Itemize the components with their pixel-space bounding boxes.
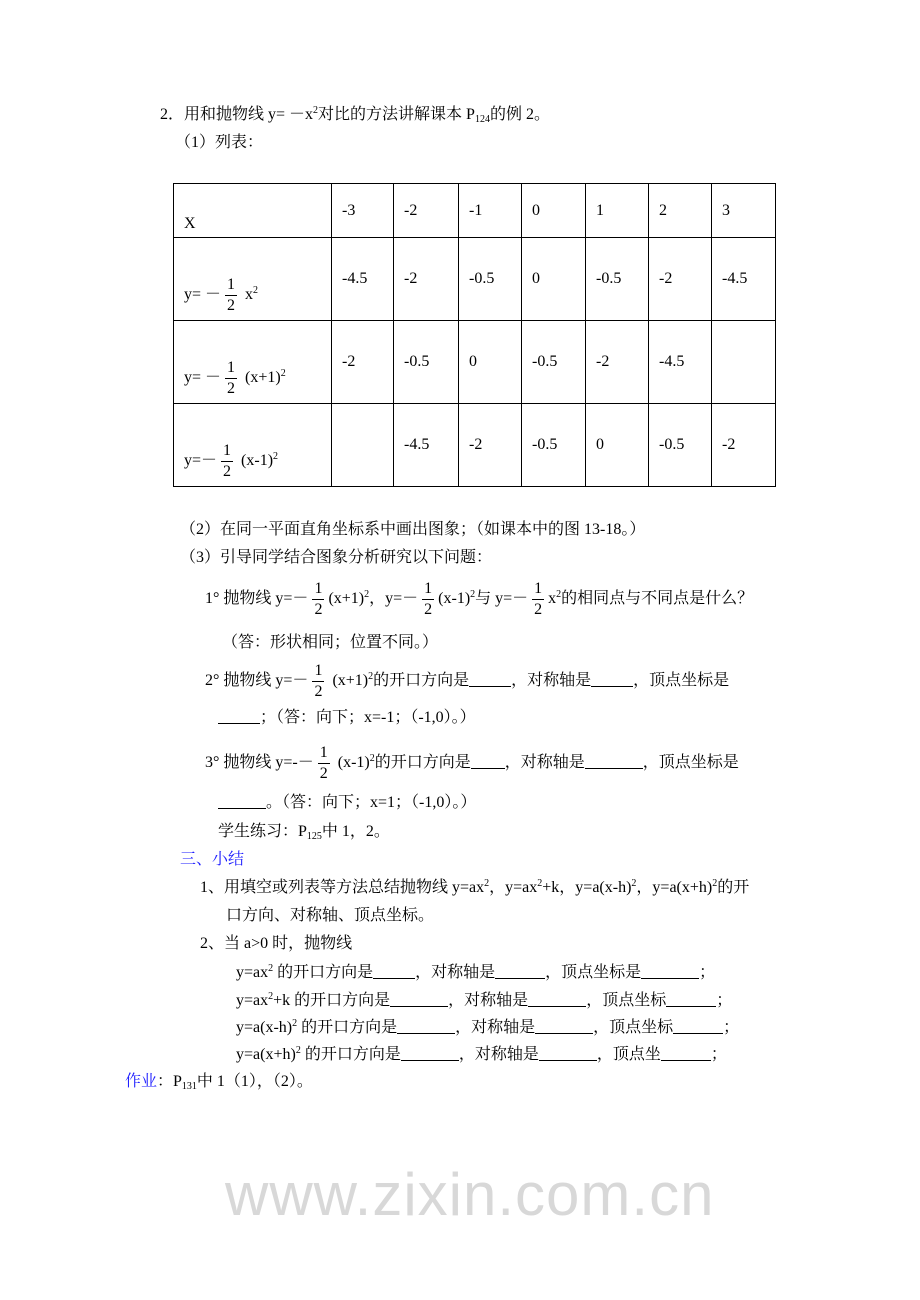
cell: -2: [712, 404, 776, 487]
blank: [585, 752, 643, 769]
table-row: [174, 404, 776, 487]
cell: -2: [459, 404, 522, 487]
sup: 2: [313, 105, 319, 116]
sup: 2: [537, 878, 543, 889]
text: ，顶点坐标: [593, 1019, 674, 1036]
text: ：P: [157, 1073, 182, 1090]
cell: -0.5: [394, 321, 459, 404]
cell: [332, 404, 394, 487]
cell: 0: [522, 184, 586, 238]
text: 的开口方向是: [294, 992, 391, 1009]
text: (x+1): [332, 672, 369, 690]
text: 的开口方向是: [374, 754, 471, 772]
denominator: 2: [319, 765, 328, 782]
text: +k，y=a(x-h): [542, 879, 632, 896]
text: y=a(x-h): [236, 1019, 293, 1036]
fraction: [225, 275, 237, 316]
cell: -2: [586, 321, 649, 404]
text: 。（答：向下；x=1；（-1,0）。）: [266, 794, 477, 811]
text: ，y=a(x+h): [636, 879, 713, 896]
step-3: （3）引导同学结合图象分析研究以下问题：: [180, 549, 493, 566]
sup: 2: [295, 1045, 301, 1056]
denominator: 2: [227, 380, 236, 397]
text: y=－: [184, 452, 218, 470]
step-2: （2）在同一平面直角坐标系中画出图象；（如课本中的图 13-18。）: [180, 521, 646, 538]
cell: -2: [394, 184, 459, 238]
text: y=a(x+h): [236, 1046, 296, 1063]
cell: 0: [522, 238, 586, 321]
cell: -1: [459, 184, 522, 238]
sup: 2: [268, 991, 274, 1002]
sup: 2: [369, 753, 375, 765]
numerator: 1: [312, 579, 324, 600]
text: 的开口方向是: [301, 1019, 398, 1036]
sup: 2: [712, 878, 718, 889]
text: ，对称轴是: [455, 1019, 536, 1036]
sup: 2: [631, 878, 637, 889]
text: 与 y=－: [475, 590, 529, 608]
summary-item-1: [200, 878, 749, 898]
blank: [401, 1044, 459, 1061]
summary-heading: 三、小结: [180, 851, 245, 868]
denominator: 2: [424, 601, 433, 618]
sup: 2: [484, 878, 490, 889]
cell: -4.5: [712, 238, 776, 321]
numerator: 1: [318, 743, 330, 764]
text: 1° 抛物线 y=－: [205, 590, 309, 608]
question-3: [205, 743, 739, 784]
cell: 3: [712, 184, 776, 238]
summary-item-1-cont: 口方向、对称轴、顶点坐标。: [226, 907, 435, 924]
cell: -4.5: [394, 404, 459, 487]
denominator: 2: [534, 601, 543, 618]
summary-line: [236, 962, 715, 983]
text: x: [548, 590, 557, 608]
answer-2: [218, 707, 476, 728]
cell: -4.5: [332, 238, 394, 321]
watermark: www.zixin.com.cn: [225, 1161, 715, 1228]
text: (x-1): [438, 590, 471, 608]
text: ；: [710, 1046, 727, 1063]
sup: 2: [268, 963, 274, 974]
numerator: 1: [422, 579, 434, 600]
text: ，顶点坐: [596, 1046, 661, 1063]
denominator: 2: [227, 297, 236, 314]
text: y=ax: [236, 992, 269, 1009]
text: ，y=－: [369, 590, 419, 608]
cell: 0: [586, 404, 649, 487]
text: x: [245, 286, 254, 304]
row-label: [174, 238, 332, 321]
table-row: [174, 238, 776, 321]
sup: 2: [273, 451, 279, 463]
text: 3° 抛物线 y=-－: [205, 754, 314, 772]
text: 的开口方向是: [304, 1046, 401, 1063]
text: ，顶点坐标是: [545, 964, 642, 981]
fraction: [312, 661, 324, 702]
numerator: 1: [225, 275, 237, 296]
cell: 1: [586, 184, 649, 238]
text: 2° 抛物线 y=－: [205, 672, 309, 690]
sup: 2: [368, 671, 374, 683]
text: ；: [699, 964, 716, 981]
blank: [390, 990, 448, 1007]
summary-line: [236, 1017, 739, 1038]
sup: 2: [292, 1018, 298, 1029]
list-table-label: （1）列表：: [175, 134, 264, 151]
answer-1: （答：形状相同；位置不同。）: [222, 634, 439, 651]
text: 的开: [717, 879, 750, 896]
text: +k: [273, 992, 295, 1009]
denominator: 2: [314, 683, 323, 700]
text: ，对称轴是: [415, 964, 496, 981]
sup: 2: [253, 285, 259, 297]
homework: [125, 1072, 313, 1092]
cell: [712, 321, 776, 404]
text: 中 1，2。: [321, 823, 390, 840]
student-practice: [218, 822, 390, 842]
fraction: [532, 579, 544, 620]
numerator: 1: [532, 579, 544, 600]
item-2-heading: [160, 105, 550, 125]
text: 的相同点与不同点是什么？: [561, 590, 754, 608]
sup: 2: [470, 589, 476, 601]
sub: 125: [306, 831, 322, 842]
sub: 131: [181, 1081, 197, 1092]
cell: -0.5: [459, 238, 522, 321]
text: 的开口方向是: [277, 964, 374, 981]
row-label: [174, 321, 332, 404]
question-2: [205, 661, 729, 702]
text: y= －: [184, 369, 222, 387]
value-table: [173, 183, 776, 487]
text: 的例 2。: [489, 106, 550, 123]
answer-3: [218, 792, 476, 813]
sup: 2: [364, 589, 370, 601]
table-header-row: [174, 184, 776, 238]
header-x: X: [174, 184, 332, 238]
denominator: 2: [314, 601, 323, 618]
denominator: 2: [223, 463, 232, 480]
summary-line: [236, 990, 732, 1011]
fraction: [312, 579, 324, 620]
sub: 124: [474, 114, 490, 125]
blank: [591, 670, 633, 687]
blank: [661, 1044, 711, 1061]
text: ；: [716, 992, 733, 1009]
text: ，顶点坐标是: [633, 672, 730, 690]
summary-line: [236, 1044, 727, 1065]
question-1: [205, 579, 753, 620]
text: 的开口方向是: [373, 672, 470, 690]
fraction: [225, 358, 237, 399]
text: ；（答：向下；x=-1；（-1,0）。）: [260, 709, 476, 726]
text: ，对称轴是: [448, 992, 529, 1009]
blank: [528, 990, 586, 1007]
row-label: [174, 404, 332, 487]
text: 对比的方法讲解课本 P: [318, 106, 475, 123]
text: 中 1（1），（2）。: [196, 1073, 313, 1090]
blank: [535, 1017, 593, 1034]
text: y=ax: [236, 964, 269, 981]
cell: -0.5: [649, 404, 712, 487]
cell: -4.5: [649, 321, 712, 404]
table-row: [174, 321, 776, 404]
blank: [397, 1017, 455, 1034]
blank: [218, 707, 260, 724]
text: (x-1): [337, 754, 370, 772]
numerator: 1: [312, 661, 324, 682]
cell: -2: [649, 238, 712, 321]
sup: 2: [556, 589, 562, 601]
blank: [666, 990, 716, 1007]
text: (x+1): [328, 590, 365, 608]
blank: [469, 670, 511, 687]
numerator: 1: [225, 358, 237, 379]
text: (x+1): [245, 369, 281, 387]
blank: [373, 962, 415, 979]
text: 1、用填空或列表等方法总结抛物线 y=ax: [200, 879, 485, 896]
text: 2．用和抛物线 y= －x: [160, 106, 314, 123]
text: ，对称轴是: [458, 1046, 539, 1063]
fraction: [221, 441, 233, 482]
homework-label: 作业: [125, 1073, 158, 1090]
text: 学生练习：P: [218, 823, 307, 840]
blank: [539, 1044, 597, 1061]
blank: [673, 1017, 723, 1034]
numerator: 1: [221, 441, 233, 462]
cell: -0.5: [586, 238, 649, 321]
blank: [495, 962, 545, 979]
text: (x-1): [241, 452, 274, 470]
cell: -3: [332, 184, 394, 238]
text: ，y=ax: [489, 879, 538, 896]
text: y= －: [184, 286, 222, 304]
summary-item-2: 2、当 a>0 时，抛物线: [200, 935, 353, 952]
cell: -2: [332, 321, 394, 404]
text: ，对称轴是: [511, 672, 592, 690]
text: ，对称轴是: [504, 754, 585, 772]
fraction: [422, 579, 434, 620]
sup: 2: [280, 368, 286, 380]
text: ，顶点坐标: [586, 992, 667, 1009]
text: ，顶点坐标是: [642, 754, 739, 772]
cell: 0: [459, 321, 522, 404]
cell: 2: [649, 184, 712, 238]
fraction: [318, 743, 330, 784]
cell: -0.5: [522, 404, 586, 487]
blank: [471, 752, 505, 769]
blank: [641, 962, 699, 979]
cell: -2: [394, 238, 459, 321]
blank: [218, 792, 266, 809]
text: ；: [723, 1019, 740, 1036]
cell: -0.5: [522, 321, 586, 404]
